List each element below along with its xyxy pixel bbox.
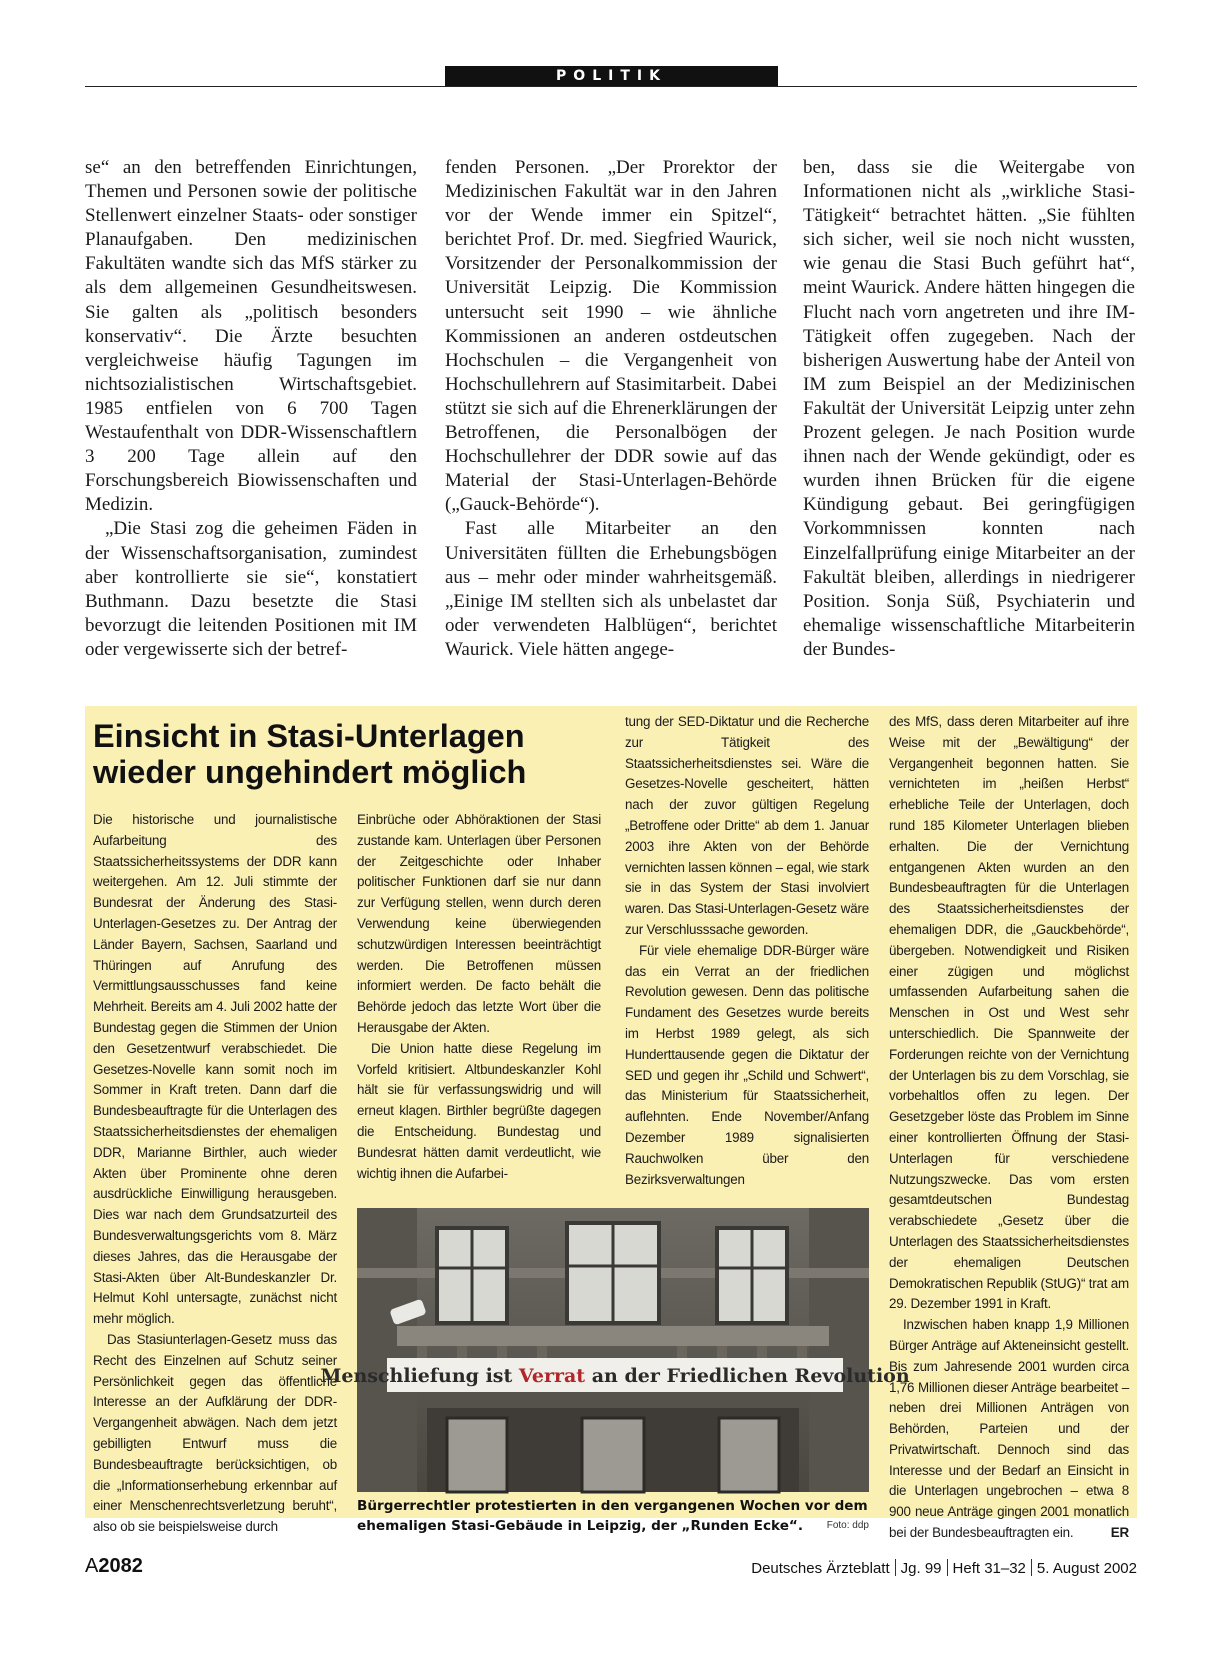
photo-illustration bbox=[320, 1208, 910, 1492]
publication-date: 5. August 2002 bbox=[1036, 1560, 1137, 1577]
box-paragraph: Für viele ehemalige DDR-Bürger wäre das ein Verrat an der friedlichen Revolution gewesen. Denn das politische Fundament des Gesetzes wurde bereits im Herbst 1989 gelegt, als sich Hunderttausende gegen die Diktatur der SED und gegen ihr „Schild und Schwert“, das Ministerium für Staatssicherheit, auflehnten. Ende November/Anfang Dezember 1989 signalisierten Rauchwolken über den Bezirksverwaltungen bbox=[625, 942, 869, 1187]
article-column-2 bbox=[445, 156, 777, 662]
box-paragraph-text: Inzwischen haben knapp 1,9 Millionen Bürger Anträge auf Akteneinsicht gestellt. Bis zum Jahresende 2001 wurden circa 1,76 Millionen dieser Anträge bearbeitet – neben drei Millionen Anträgen von Behörden, Parteien und der Privatwirtschaft. Dennoch sind das Interesse und der Bedarf an Einsicht in die Unterlagen ungebrochen – etwa 8 900 neue Anträge gingen 2001 monatlich bei der Bundesbeauftragten ein. bbox=[889, 1317, 1129, 1541]
article-paragraph: „Die Stasi zog die geheimen Fäden in der Wissenschaftsorganisation, zumindest aber kontrollierte sie sie“, konstatiert Buthmann. Dazu besetzte die Stasi bevorzugt die leitenden Positionen mit IM oder vergewisserte sich der betref- bbox=[85, 518, 417, 660]
caption-text: Bürgerrechtler protestierten in den vergangenen Wochen vor dem ehemaligen Stasi-Gebäude in Leipzig, der „Runden Ecke“. bbox=[357, 1498, 868, 1534]
box-paragraph: Die historische und journalistische Aufarbeitung des Staatssicherheitssystems der DDR kann weitergehen. Am 12. Juli stimmte der Bundesrat der Änderung des Stasi-Unterlagen-Gesetzes zu. Der Antrag der Länder Bayern, Sachsen, Saarland und Thüringen auf Anrufung des Vermittlungsausschusses fand keine Mehrheit. Bereits am 4. Juli 2002 hatte der Bundestag gegen die Stimmen der Union den Gesetzentwurf verabschiedet. Die Gesetzes-Novelle kann somit noch im Sommer in Kraft treten. Dann darf die Bundesbeauftragte für die Unterlagen des Staatssicherheitsdienstes der ehemaligen DDR, Marianne Birthler, auch wieder Akten über Prominente ohne deren ausdrückliche Einwilligung herausgeben. Dies war nach dem Grundsatzurteil des Bundesverwaltungsgerichts vom 8. März dieses Jahres, das die Herausgabe der Stasi-Akten über Alt-Bundeskanzler Dr. Helmut Kohl untersagte, zunächst nicht mehr möglich. bbox=[93, 812, 337, 1327]
box-paragraph: Die Union hatte diese Regelung im Vorfeld kritisiert. Altbundeskanzler Kohl hält sie für verfassungswidrig und will erneut klagen. Birthler begrüßte dagegen die Entscheidung. Bundestag und Bundesrat hätten damit verdeutlicht, wie wichtig ihnen die Aufarbei- bbox=[357, 1040, 601, 1181]
publication-issue: Heft 31–32 bbox=[952, 1560, 1026, 1577]
author-signature: ER bbox=[1110, 1525, 1129, 1541]
box-column-4 bbox=[889, 712, 1129, 1544]
article-paragraph: Fast alle Mitarbeiter an den Universitäten füllten die Erhebungsbögen aus – mehr oder minder wahrheitsgemäß. „Einige IM stellten sich als unbelastet dar oder verwendeten Halblügen“, berichtet Waurick. Viele hätten angege- bbox=[445, 518, 777, 660]
box-paragraph: tung der SED-Diktatur und die Recherche zur Tätigkeit des Staatssicherheitsdienstes sei. Wäre die Gesetzes-Novelle gescheitert, hätten nach der zuvor gültigen Regelung „Betroffene oder Dritte“ ab dem 1. Januar 2003 ihre Akten von der Behörde vernichten lassen können – egal, wie stark sie in das System der Stasi involviert waren. Das Stasi-Unterlagen-Gesetz wäre zur Verschlusssache geworden. bbox=[625, 714, 869, 937]
box-column-3 bbox=[625, 712, 869, 1190]
publication-volume: Jg. 99 bbox=[900, 1560, 942, 1577]
article-column-1 bbox=[85, 156, 417, 662]
box-title: Einsicht in Stasi-Unterlagen wieder ungehindert möglich bbox=[93, 718, 527, 790]
box-paragraph bbox=[889, 1315, 1129, 1544]
building-photo bbox=[320, 1208, 910, 1492]
publication-name: Deutsches Ärzteblatt bbox=[751, 1560, 890, 1577]
photo-credit: Foto: ddp bbox=[826, 1520, 869, 1531]
page-number-value: 2082 bbox=[98, 1555, 143, 1577]
info-box bbox=[85, 706, 1137, 1541]
box-paragraph: Einbrüche oder Abhöraktionen der Stasi zustande kam. Unterlagen über Personen der Zeitgeschichte oder Inhaber politischer Funktionen darf sie nur dann zur Verfügung stellen, wenn durch deren Verwendung keine überwiegenden schutzwürdigen Interessen beeinträchtigt werden. Die Betroffenen müssen informiert werden. De facto behält die Behörde jedoch das letzte Wort über die Herausgabe der Akten. bbox=[357, 812, 601, 1035]
box-paragraph: Das Stasiunterlagen-Gesetz muss das Recht des Einzelnen auf Schutz seiner Persönlichkeit gegen das öffentliche Interesse an der Aufklärung der DDR-Vergangenheit abwägen. Nach dem jetzt gebilligten Entwurf muss die Bundesbeauftragte berücksichtigen, ob die „Informationserhebung erkennbar auf einer Menschenrechtsverletzung beruht“, also ob sie beispielsweise durch bbox=[93, 1331, 337, 1535]
article-paragraph: se“ an den betreffenden Einrichtungen, Themen und Personen sowie der politische Stellenwert einzelner Staats- oder sonstiger Planaufgaben. Den medizinischen Fakultäten wandte sich das MfS stärker zu als dem allgemeinen Gesundheitswesen. Sie galten als „politisch besonders konservativ“. Die Ärzte besuchten vergleichweise häufig Tagungen im nichtsozialistischen Wirtschaftsgebiet. 1985 entfielen von 6 700 Tagen Westaufenthalt von DDR-Wissenschaftlern 3 200 Tage allein auf den Forschungsbereich Biowissenschaften und Medizin. bbox=[85, 157, 417, 516]
photo-caption bbox=[357, 1496, 869, 1536]
article-paragraph: fenden Personen. „Der Prorektor der Medizinischen Fakultät war in den Jahren vor der Wende immer ein Spitzel“, berichtet Prof. Dr. med. Siegfried Waurick, Vorsitzender der Personalkommission der Universität Leipzig. Die Kommission untersucht seit 1990 – wie ähnliche Kommissionen an anderen ostdeutschen Hochschulen – die Vergangenheit von Hochschullehrern auf Stasimitarbeit. Dabei stützt sie sich auf die Ehrenerklärungen der Betroffenen, die Personalbögen der Hochschullehrer der DDR sowie auf das Material der Stasi-Unterlagen-Behörde („Gauck-Behörde“). bbox=[445, 157, 777, 516]
box-column-1 bbox=[93, 810, 337, 1538]
page-prefix: A bbox=[85, 1555, 99, 1577]
box-paragraph: des MfS, dass deren Mitarbeiter auf ihre Weise mit der „Bewältigung“ der Vergangenheit begonnen hatten. Sie vernichteten im „heißen Herbst“ erhebliche Teile der Unterlagen, doch rund 185 Kilometer Unterlagen blieben erhalten. Die der Vernichtung entgangenen Akten wurden an den Bundesbeauftragten für die Unterlagen des Staatssicherheitsdienstes der ehemaligen DDR, die „Gauckbehörde“, übergeben. Notwendigkeit und Risiken einer zügigen und möglichst umfassenden Aufarbeitung sahen die Menschen in Ost und West sehr unterschiedlich. Die Spannweite der Forderungen reichte von der Vernichtung der Unterlagen bis zu dem Vorschlag, sie vorbehaltlos offen zu legen. Der Gesetzgeber löste das Problem im Sinne einer kontrollierten Öffnung der Stasi-Unterlagen für verschiedene Nutzungszwecke. Das vom ersten gesamtdeutschen Bundestag verabschiedete „Gesetz über die Unterlagen des Staatssicherheitsdienstes der ehemaligen Deutschen Demokratischen Republik (StUG)“ trat am 29. Dezember 1991 in Kraft. bbox=[889, 714, 1129, 1312]
box-column-2 bbox=[357, 810, 601, 1184]
page-number bbox=[85, 1555, 143, 1578]
banner-text: Menschliefung ist Verrat an der Friedlichen Revolution bbox=[320, 1365, 910, 1387]
footer-publication-info bbox=[751, 1559, 1137, 1577]
header-rule bbox=[85, 86, 1137, 87]
section-label: POLITIK bbox=[445, 66, 778, 86]
article-paragraph: ben, dass sie die Weitergabe von Informationen nicht als „wirkliche Stasi-Tätigkeit“ betrachtet hätten. „Sie fühlten sich sicher, weil sie noch nicht wussten, wie genau die Stasi Buch geführt hat“, meint Waurick. Andere hätten hingegen die Flucht nach vorn angetreten und ihre IM-Tätigkeit offen zugegeben. Nach der bisherigen Auswertung habe der Anteil von IM zum Beispiel an der Medizinischen Fakultät der Universität Leipzig unter zehn Prozent gelegen. Je nach Position wurde ihnen nach der Wende gekündigt, oder es wurden ihnen Brücken für die eigene Kündigung gebaut. Bei geringfügigen Vorkommnissen konnten nach Einzelfallprüfung einige Mitarbeiter an der Fakultät bleiben, allerdings in niedrigerer Position. Sonja Süß, Psychiaterin und ehemalige wissenschaftliche Mitarbeiterin der Bundes- bbox=[803, 157, 1135, 660]
article-column-3 bbox=[803, 156, 1135, 662]
